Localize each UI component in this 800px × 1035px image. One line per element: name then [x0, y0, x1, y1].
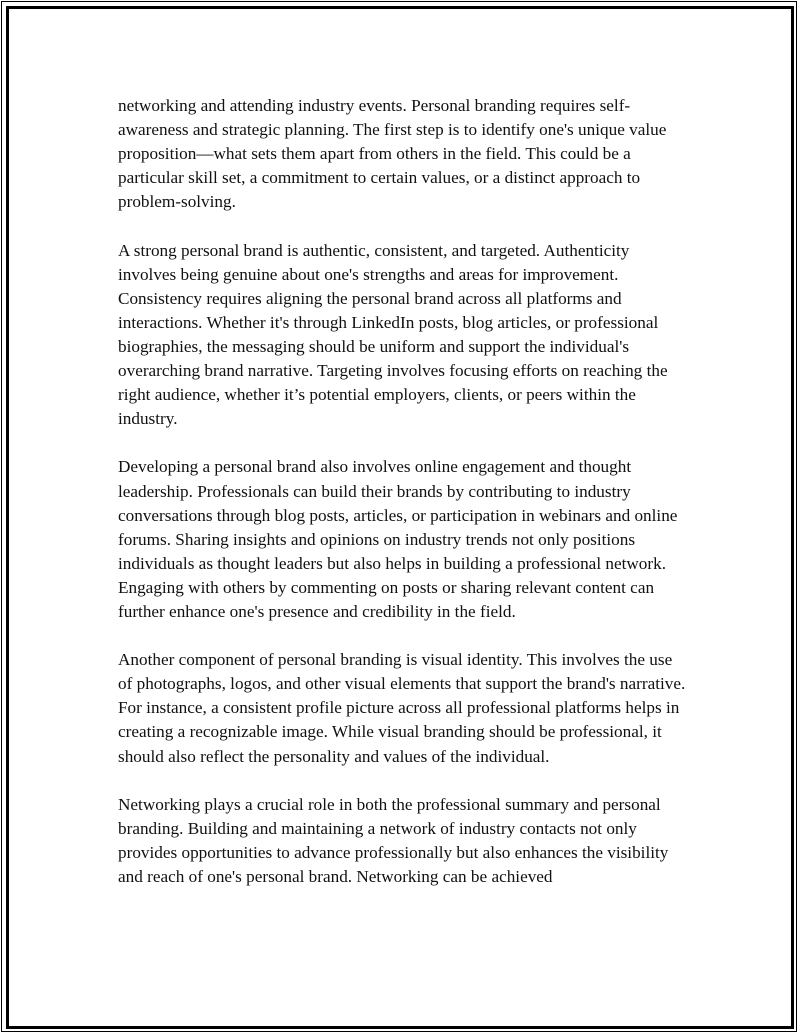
- paragraph-1: networking and attending industry events. Personal branding requires self-awareness and strategic planning. The first step is to identify one's unique value proposition—what sets them apart from others in the field. This could be a particular skill set, a commitment to certain values, or a distinct approach to problem-solving.: [118, 96, 667, 212]
- paragraph-2: A strong personal brand is authentic, consistent, and targeted. Authenticity involves being genuine about one's strengths and areas for improvement. Consistency requires aligning the personal brand across all platforms and interactions. Whether it's through LinkedIn posts, blog articles, or professional biographies, the messaging should be uniform and support the individual's overarching brand narrative. Targeting involves focusing efforts on reaching the right audience, whether it’s potential employers, clients, or peers within the industry.: [118, 240, 668, 429]
- paragraph-3: Developing a personal brand also involves online engagement and thought leadership. Professionals can build their brands by contributing to industry conversations through blog posts, articles, or participation in webinars and online forums. Sharing insights and opinions on industry trends not only positions individuals as thought leaders but also helps in building a professional network. Engaging with others by commenting on posts or sharing relevant content can further enhance one's presence and credibility in the field.: [118, 457, 678, 621]
- paragraph-5: Networking plays a crucial role in both the professional summary and personal branding. Building and maintaining a network of industry contacts not only provides opportunities to advance professionally but also enhances the visibility and reach of one's personal brand. Networking can be achieved: [118, 794, 669, 886]
- document-body: [118, 94, 688, 913]
- paragraph-4: Another component of personal branding is visual identity. This involves the use of photographs, logos, and other visual elements that support the brand's narrative. For instance, a consistent profile picture across all professional platforms helps in creating a recognizable image. While visual branding should be professional, it should also reflect the personality and values of the individual.: [118, 650, 686, 766]
